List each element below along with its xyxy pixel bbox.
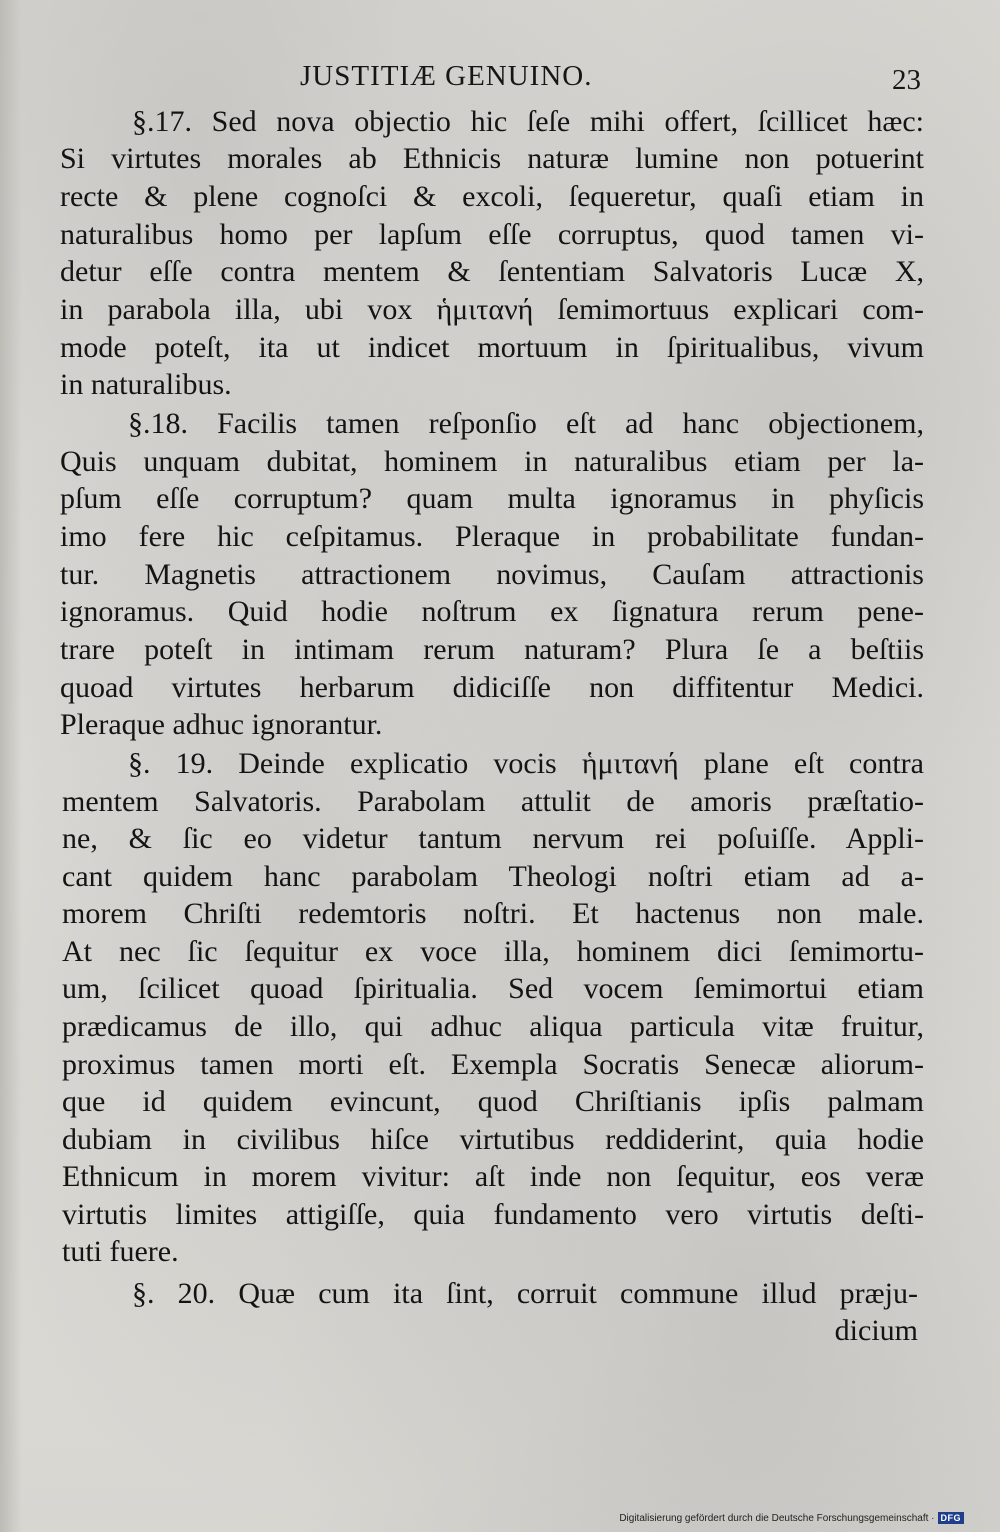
- text-line: At nec ſic ſequitur ex voce illa, hominem dici ſemimortu-: [62, 935, 924, 968]
- text-line: §.17. Sed nova objectio hic ſeſe mihi offert, ſcillicet hæc:: [132, 105, 924, 138]
- text-line: tuti fuere.: [62, 1235, 179, 1268]
- text-line: in parabola illa, ubi vox ἡμιτανή ſemimortuus explicari com-: [60, 293, 924, 326]
- text-line: tur. Magnetis attractionem novimus, Cauſam attractionis: [60, 558, 924, 591]
- catchword: dicium: [834, 1314, 918, 1347]
- footer-text: Digitalisierung gefördert durch die Deutsche Forschungsgemeinschaft ·: [619, 1512, 935, 1524]
- text-line: mentem Salvatoris. Parabolam attulit de amoris præſtatio-: [62, 785, 924, 818]
- running-head: JUSTITIÆ GENUINO.: [300, 60, 593, 92]
- text-line: morem Chriſti redemtoris noſtri. Et hactenus non male.: [62, 897, 924, 930]
- page-number: 23: [892, 64, 921, 96]
- text-line: imo fere hic ceſpitamus. Pleraque in probabilitate fundan-: [60, 520, 924, 553]
- text-line: prædicamus de illo, qui adhuc aliqua particula vitæ fruitur,: [62, 1010, 924, 1043]
- text-line: cant quidem hanc parabolam Theologi noſtri etiam ad a-: [62, 860, 924, 893]
- text-line: ignoramus. Quid hodie noſtrum ex ſignatura rerum pene-: [60, 595, 924, 628]
- text-line: pſum eſſe corruptum? quam multa ignoramus in phyſicis: [60, 482, 924, 515]
- text-line: dubiam in civilibus hiſce virtutibus reddiderint, quia hodie: [62, 1123, 924, 1156]
- text-line: §. 19. Deinde explicatio vocis ἡμιτανή plane eſt contra: [128, 747, 924, 780]
- text-line: virtutis limites attigiſſe, quia fundamento vero virtutis deſti-: [62, 1198, 924, 1231]
- text-line: mode poteſt, ita ut indicet mortuum in ſpiritualibus, vivum: [60, 331, 924, 364]
- text-line: Pleraque adhuc ignorantur.: [60, 708, 383, 741]
- text-line: §.18. Facilis tamen reſponſio eſt ad hanc objectionem,: [128, 407, 924, 440]
- text-line: in naturalibus.: [60, 368, 232, 401]
- text-line: §. 20. Quæ cum ita ſint, corruit commune illud præju-: [132, 1277, 918, 1310]
- text-line: Si virtutes morales ab Ethnicis naturæ lumine non potuerint: [60, 142, 924, 175]
- dfg-logo: DFG: [938, 1512, 965, 1524]
- digitization-footer: [619, 1512, 964, 1524]
- text-line: que id quidem evincunt, quod Chriſtianis ipſis palmam: [62, 1085, 924, 1118]
- text-line: um, ſcilicet quoad ſpiritualia. Sed vocem ſemimortui etiam: [62, 972, 924, 1005]
- text-line: naturalibus homo per lapſum eſſe corruptus, quod tamen vi-: [60, 218, 924, 251]
- text-line: trare poteſt in intimam rerum naturam? Plura ſe a beſtiis: [60, 633, 924, 666]
- text-line: proximus tamen morti eſt. Exempla Socratis Senecæ aliorum-: [62, 1048, 924, 1081]
- text-line: Quis unquam dubitat, hominem in naturalibus etiam per la-: [60, 445, 924, 478]
- text-line: quoad virtutes herbarum didiciſſe non diffitentur Medici.: [60, 671, 924, 704]
- text-line: detur eſſe contra mentem & ſententiam Salvatoris Lucæ X,: [60, 255, 924, 288]
- text-line: ne, & ſic eo videtur tantum nervum rei poſuiſſe. Appli-: [62, 822, 924, 855]
- text-line: Ethnicum in morem vivitur: aſt inde non ſequitur, eos veræ: [62, 1160, 924, 1193]
- text-line: recte & plene cognoſci & excoli, ſequeretur, quaſi etiam in: [60, 180, 924, 213]
